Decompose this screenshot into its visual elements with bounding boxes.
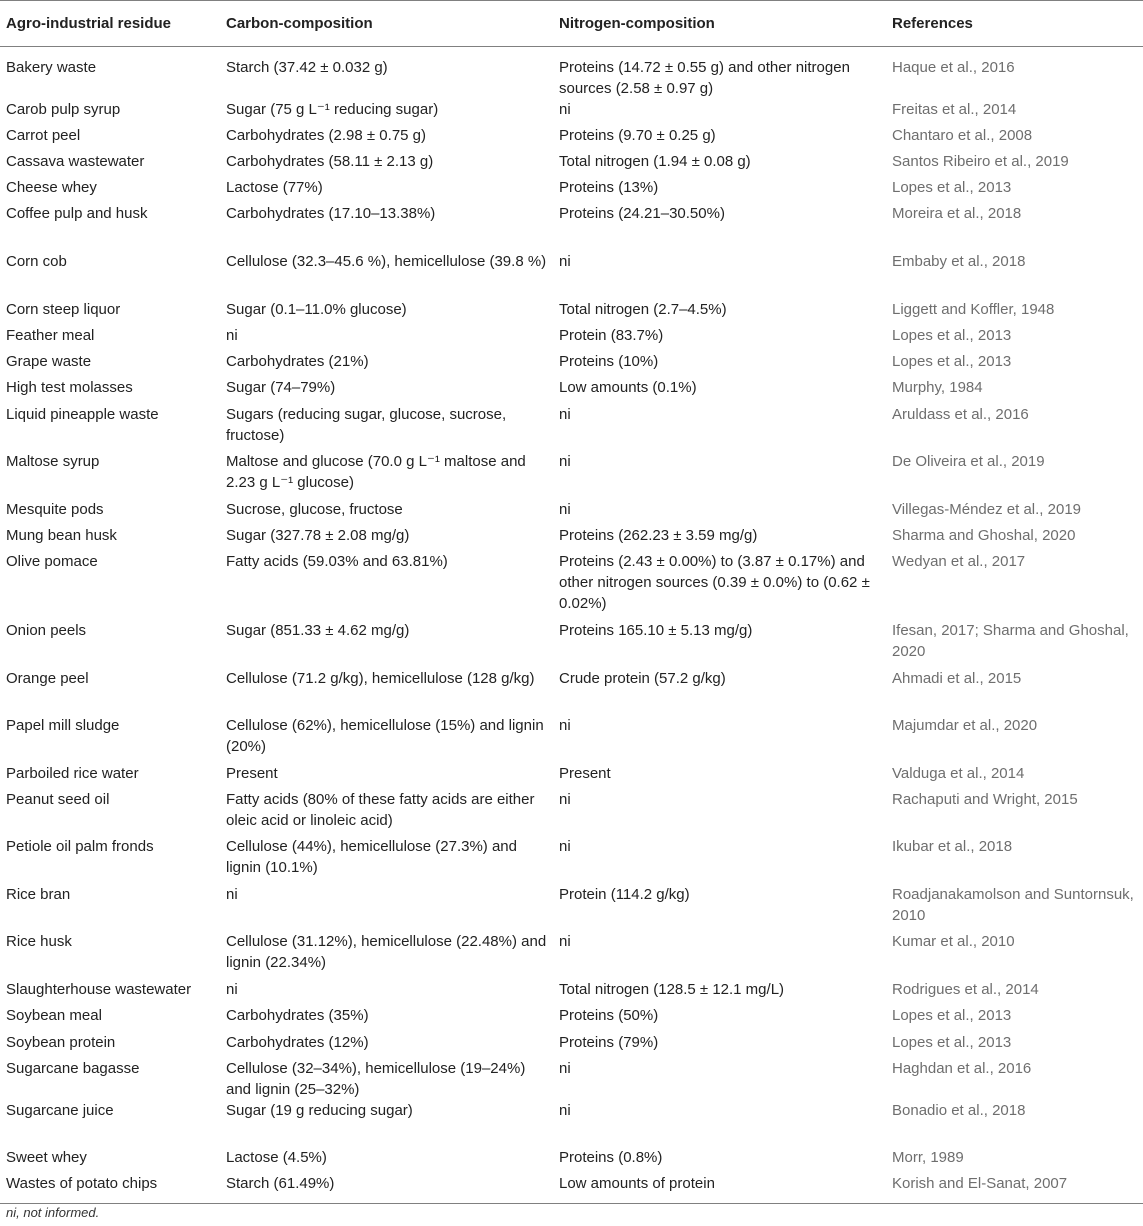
cell-reference: Liggett and Koffler, 1948 [892, 301, 1055, 318]
cell-carbon: Fatty acids (59.03% and 63.81%) [226, 553, 448, 570]
table-row [0, 1147, 1143, 1173]
table-row [0, 1032, 1143, 1058]
cell-reference: Chantaro et al., 2008 [892, 127, 1033, 144]
table-row [0, 525, 1143, 551]
table-row [0, 151, 1143, 177]
cell-carbon: Sucrose, glucose, fructose [226, 501, 403, 518]
cell-nitrogen: ni [559, 838, 571, 855]
cell-carbon: Fatty acids (80% of these fatty acids are either oleic acid or linoleic acid) [226, 791, 535, 829]
cell-reference: Bonadio et al., 2018 [892, 1102, 1026, 1119]
cell-reference: Rachaputi and Wright, 2015 [892, 791, 1078, 808]
cell-residue: Coffee pulp and husk [6, 205, 148, 222]
cell-nitrogen: ni [559, 501, 571, 518]
cell-residue: Sugarcane juice [6, 1102, 114, 1119]
table-row [0, 884, 1143, 931]
cell-residue: Wastes of potato chips [0, 1173, 220, 1204]
cell-carbon: Carbohydrates (2.98 ± 0.75 g) [226, 127, 427, 144]
cell-nitrogen: Proteins (79%) [559, 1034, 659, 1051]
cell-nitrogen: ni [559, 1060, 571, 1077]
cell-carbon: Starch (37.42 ± 0.032 g) [226, 59, 388, 76]
cell-nitrogen: ni [559, 1102, 571, 1119]
cell-residue: Carob pulp syrup [6, 101, 121, 118]
table-row [0, 377, 1143, 404]
cell-nitrogen: Proteins (262.23 ± 3.59 mg/g) [559, 527, 758, 544]
cell-reference: Ahmadi et al., 2015 [892, 670, 1022, 687]
cell-residue: Orange peel [6, 670, 89, 687]
cell-reference: Lopes et al., 2013 [892, 1034, 1012, 1051]
cell-carbon: Sugar (0.1–11.0% glucose) [226, 301, 407, 318]
cell-reference: Korish and El-Sanat, 2007 [886, 1173, 1143, 1204]
table-row [0, 668, 1143, 715]
table-row [0, 451, 1143, 499]
cell-nitrogen: Proteins (0.8%) [559, 1149, 663, 1166]
cell-carbon: Cellulose (31.12%), hemicellulose (22.48%) and lignin (22.34%) [226, 933, 547, 971]
cell-residue: Onion peels [6, 622, 87, 639]
cell-carbon: Carbohydrates (35%) [226, 1007, 369, 1024]
table-row [0, 47, 1143, 100]
cell-reference: Murphy, 1984 [892, 379, 983, 396]
cell-residue: Grape waste [6, 353, 92, 370]
cell-carbon: Cellulose (71.2 g/kg), hemicellulose (128 g/kg) [226, 670, 535, 687]
cell-carbon: Carbohydrates (58.11 ± 2.13 g) [226, 153, 434, 170]
cell-residue: Slaughterhouse wastewater [6, 981, 192, 998]
table-row [0, 1100, 1143, 1147]
table-footnote: ni, not informed. [6, 1205, 100, 1220]
cell-carbon: ni [226, 886, 238, 903]
cell-residue: Mesquite pods [6, 501, 104, 518]
header-row [0, 1, 1143, 47]
cell-carbon: Cellulose (32–34%), hemicellulose (19–24%) and lignin (25–32%) [226, 1060, 526, 1098]
cell-nitrogen: Protein (83.7%) [559, 327, 664, 344]
cell-carbon: Starch (61.49%) [220, 1173, 553, 1204]
cell-reference: Roadjanakamolson and Suntornsuk, 2010 [892, 886, 1134, 924]
cell-nitrogen: ni [559, 791, 571, 808]
cell-residue: High test molasses [6, 379, 133, 396]
table-row [0, 299, 1143, 325]
table-row [0, 404, 1143, 451]
cell-nitrogen: ni [559, 406, 571, 423]
cell-residue: Peanut seed oil [6, 791, 110, 808]
cell-reference: De Oliveira et al., 2019 [892, 453, 1045, 470]
cell-reference: Majumdar et al., 2020 [892, 717, 1038, 734]
cell-carbon: Sugar (74–79%) [226, 379, 336, 396]
cell-reference: Santos Ribeiro et al., 2019 [892, 153, 1069, 170]
header-nitrogen: Nitrogen-composition [553, 1, 886, 47]
cell-residue: Corn cob [6, 253, 67, 270]
cell-nitrogen: Low amounts (0.1%) [559, 379, 697, 396]
cell-nitrogen: Total nitrogen (1.94 ± 0.08 g) [559, 153, 751, 170]
cell-reference: Sharma and Ghoshal, 2020 [892, 527, 1076, 544]
cell-reference: Villegas-Méndez et al., 2019 [892, 501, 1082, 518]
table-body [0, 47, 1143, 1204]
table-row [0, 177, 1143, 203]
cell-nitrogen: ni [559, 453, 571, 470]
cell-carbon: Sugar (19 g reducing sugar) [226, 1102, 413, 1119]
cell-residue: Carrot peel [6, 127, 81, 144]
table-row [0, 551, 1143, 620]
table-row [0, 203, 1143, 251]
table-row [0, 99, 1143, 125]
cell-carbon: Cellulose (44%), hemicellulose (27.3%) and lignin (10.1%) [226, 838, 517, 876]
cell-nitrogen: Proteins (13%) [559, 179, 659, 196]
cell-carbon: Carbohydrates (12%) [226, 1034, 369, 1051]
cell-nitrogen: ni [559, 101, 571, 118]
cell-nitrogen: Low amounts of protein [553, 1173, 886, 1204]
cell-carbon: Present [226, 765, 278, 782]
cell-carbon: ni [226, 981, 238, 998]
table-row [0, 789, 1143, 836]
cell-residue: Papel mill sludge [6, 717, 120, 734]
cell-reference: Morr, 1989 [892, 1149, 964, 1166]
cell-nitrogen: Proteins (50%) [559, 1007, 659, 1024]
cell-residue: Cheese whey [6, 179, 97, 196]
cell-reference: Wedyan et al., 2017 [892, 553, 1026, 570]
cell-reference: Rodrigues et al., 2014 [892, 981, 1039, 998]
table-row [0, 836, 1143, 884]
cell-nitrogen: Proteins (9.70 ± 0.25 g) [559, 127, 716, 144]
cell-carbon: ni [226, 327, 238, 344]
cell-nitrogen: ni [559, 253, 571, 270]
cell-reference: Lopes et al., 2013 [892, 179, 1012, 196]
cell-residue: Feather meal [6, 327, 95, 344]
cell-reference: Haque et al., 2016 [892, 59, 1015, 76]
table-row [0, 763, 1143, 789]
table-row [0, 499, 1143, 525]
cell-reference: Lopes et al., 2013 [892, 327, 1012, 344]
table-row [0, 351, 1143, 377]
cell-residue: Rice bran [6, 886, 71, 903]
cell-carbon: Maltose and glucose (70.0 g L⁻¹ maltose and 2.23 g L⁻¹ glucose) [226, 453, 526, 491]
cell-nitrogen: Present [559, 765, 611, 782]
cell-reference: Lopes et al., 2013 [892, 1007, 1012, 1024]
table-row [0, 1058, 1143, 1100]
cell-residue: Soybean meal [6, 1007, 102, 1024]
cell-reference: Ifesan, 2017; Sharma and Ghoshal, 2020 [892, 622, 1129, 660]
header-references: References [886, 1, 1143, 47]
cell-reference: Moreira et al., 2018 [892, 205, 1022, 222]
cell-reference: Lopes et al., 2013 [892, 353, 1012, 370]
cell-residue: Soybean protein [6, 1034, 116, 1051]
cell-reference: Haghdan et al., 2016 [892, 1060, 1032, 1077]
cell-residue: Corn steep liquor [6, 301, 121, 318]
cell-residue: Petiole oil palm fronds [6, 838, 154, 855]
header-carbon: Carbon-composition [220, 1, 553, 47]
table-row [0, 1173, 1143, 1204]
table-row [0, 620, 1143, 668]
cell-carbon: Lactose (77%) [226, 179, 323, 196]
cell-carbon: Carbohydrates (17.10–13.38%) [226, 205, 436, 222]
cell-nitrogen: Protein (114.2 g/kg) [559, 886, 690, 903]
cell-residue: Parboiled rice water [6, 765, 139, 782]
table-row [0, 251, 1143, 299]
cell-nitrogen: Proteins (2.43 ± 0.00%) to (3.87 ± 0.17%) and other nitrogen sources (0.39 ± 0.0%) to (0.62 ± 0.02%) [559, 553, 870, 612]
cell-carbon: Sugars (reducing sugar, glucose, sucrose, fructose) [226, 406, 507, 444]
cell-carbon: Lactose (4.5%) [226, 1149, 327, 1166]
cell-residue: Sugarcane bagasse [6, 1060, 140, 1077]
header-residue: Agro-industrial residue [0, 1, 220, 47]
cell-nitrogen: Total nitrogen (2.7–4.5%) [559, 301, 727, 318]
cell-reference: Valduga et al., 2014 [892, 765, 1025, 782]
table-header [0, 1, 1143, 47]
cell-reference: Freitas et al., 2014 [892, 101, 1017, 118]
table-row [0, 325, 1143, 351]
cell-nitrogen: Total nitrogen (128.5 ± 12.1 mg/L) [559, 981, 785, 998]
cell-residue: Olive pomace [6, 553, 98, 570]
table-row [0, 125, 1143, 151]
cell-carbon: Sugar (327.78 ± 2.08 mg/g) [226, 527, 410, 544]
cell-residue: Cassava wastewater [6, 153, 145, 170]
cell-nitrogen: ni [559, 933, 571, 950]
cell-nitrogen: Proteins (10%) [559, 353, 659, 370]
cell-nitrogen: Proteins (14.72 ± 0.55 g) and other nitrogen sources (2.58 ± 0.97 g) [559, 59, 850, 97]
cell-nitrogen: Proteins (24.21–30.50%) [559, 205, 725, 222]
cell-carbon: Sugar (851.33 ± 4.62 mg/g) [226, 622, 410, 639]
cell-residue: Bakery waste [6, 59, 97, 76]
cell-carbon: Sugar (75 g L⁻¹ reducing sugar) [226, 101, 439, 118]
cell-nitrogen: Crude protein (57.2 g/kg) [559, 670, 726, 687]
table-row [0, 979, 1143, 1005]
cell-residue: Mung bean husk [6, 527, 117, 544]
cell-nitrogen: ni [559, 717, 571, 734]
cell-residue: Rice husk [6, 933, 72, 950]
cell-residue: Sweet whey [6, 1149, 87, 1166]
cell-residue: Liquid pineapple waste [6, 406, 159, 423]
cell-reference: Kumar et al., 2010 [892, 933, 1015, 950]
cell-reference: Ikubar et al., 2018 [892, 838, 1013, 855]
cell-reference: Embaby et al., 2018 [892, 253, 1026, 270]
cell-carbon: Cellulose (32.3–45.6 %), hemicellulose (39.8 %) [226, 253, 547, 270]
cell-reference: Aruldass et al., 2016 [892, 406, 1029, 423]
table-row [0, 1005, 1143, 1032]
cell-residue: Maltose syrup [6, 453, 100, 470]
table-row [0, 715, 1143, 763]
table-row [0, 931, 1143, 979]
cell-carbon: Carbohydrates (21%) [226, 353, 369, 370]
cell-nitrogen: Proteins 165.10 ± 5.13 mg/g) [559, 622, 753, 639]
cell-carbon: Cellulose (62%), hemicellulose (15%) and lignin (20%) [226, 717, 544, 755]
